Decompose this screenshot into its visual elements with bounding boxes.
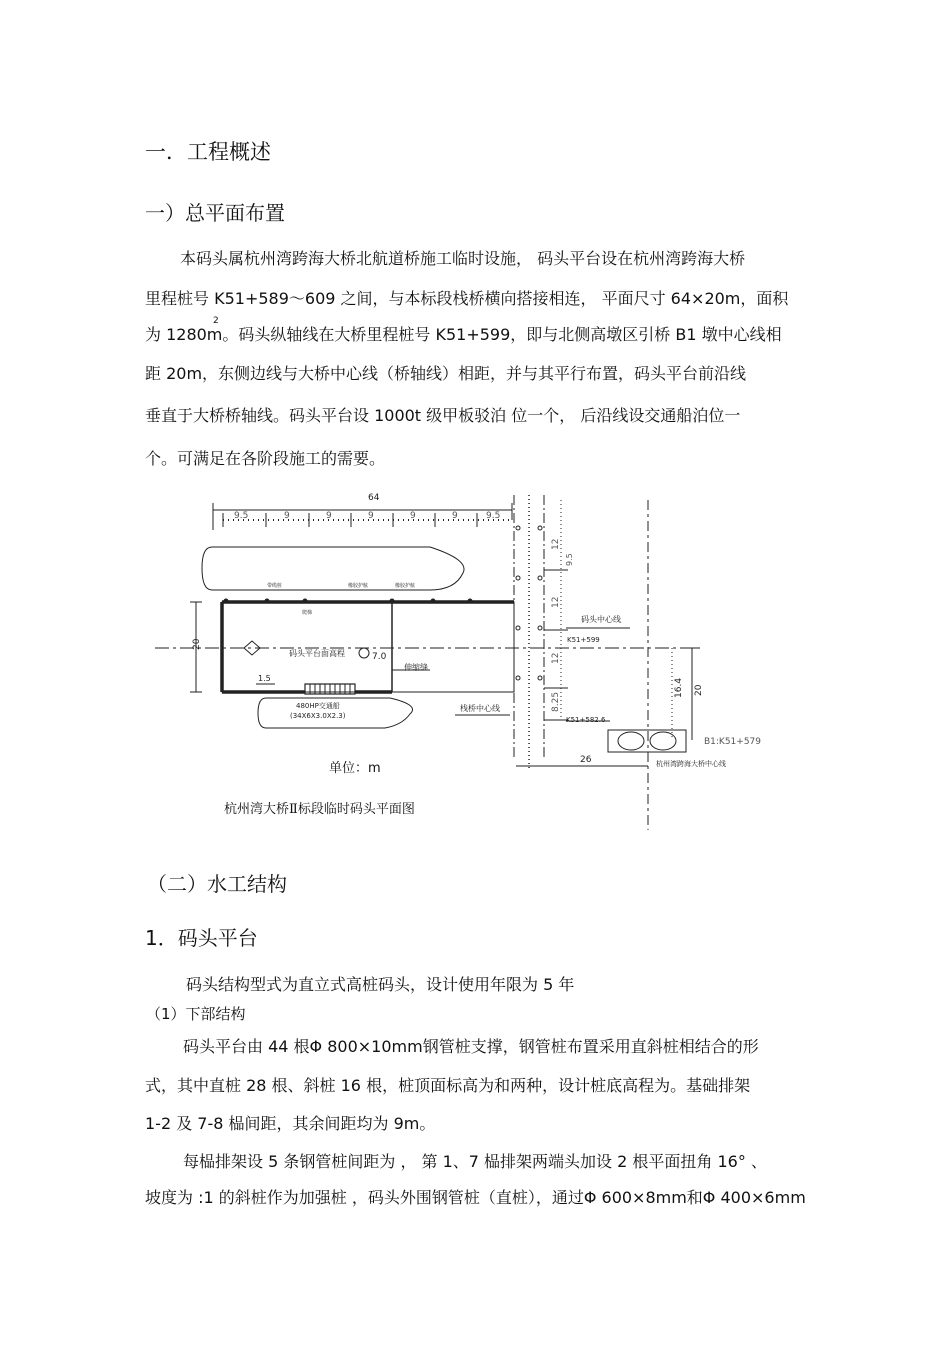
- subsection-heading: 1．码头平台: [145, 926, 258, 950]
- bridge-axis-label: 杭州湾跨海大桥中心线: [656, 760, 726, 768]
- dim-segment: 9: [368, 511, 374, 521]
- pier-b1-label: B1:K51+579: [704, 737, 762, 747]
- paragraph-line: 坡度为 :1 的斜桩作为加强桩 ，码头外围钢管桩（直桩），通过Φ 600×8mm和Φ 400×6mm: [145, 1188, 806, 1207]
- platform-elevation-label: 码头平台面高程: [289, 649, 345, 658]
- dim-20: 20: [694, 684, 704, 696]
- dim-26: 26: [580, 755, 592, 765]
- figure-caption: 杭州湾大桥Ⅱ标段临时码头平面图: [224, 802, 415, 817]
- paragraph-line: 码头平台由 44 根Φ 800×10mm钢管桩支撑，钢管桩布置采用直斜桩相结合的形: [183, 1037, 759, 1056]
- paragraph-line: 码头结构型式为直立式高桩码头，设计使用年限为 5 年: [186, 975, 575, 994]
- figure-unit: 单位：m: [329, 761, 381, 776]
- dim-segment: 9: [284, 511, 290, 521]
- dim-right: 12: [551, 538, 561, 550]
- fender-label: 橡胶护舷: [348, 583, 369, 589]
- dim-segment: 9.5: [486, 511, 501, 521]
- elevation-value: 7.0: [372, 652, 387, 662]
- station-k599: K51+599: [567, 636, 600, 644]
- ladder-label: 爬梯: [302, 610, 313, 616]
- paragraph-line: 距 20m，东侧边线与大桥中心线（桥轴线）相距，并与其平行布置，码头平台前沿线: [145, 364, 747, 383]
- paragraph-line: 每榀排架设 5 条钢管桩间距为 ， 第 1、7 榀排架两端头加设 2 根平面扭角 16° 、: [183, 1152, 767, 1171]
- paragraph-line: 1-2 及 7-8 榀间距，其余间距均为 9m。: [145, 1114, 436, 1133]
- dim-segment: 9: [326, 511, 332, 521]
- subsection-heading: 一）总平面布置: [145, 201, 285, 225]
- paragraph-line: 里程桩号 K51+589～609 之间，与本标段栈桥横向搭接相连， 平面尺寸 64×20m，面积: [145, 289, 789, 308]
- dim-right: 8.25: [551, 691, 561, 712]
- station-k5826: K51+582.6: [566, 716, 606, 724]
- dim-segment: 9.5: [234, 511, 249, 521]
- dim-segment: 9: [452, 511, 458, 521]
- boat-label: 480HP交通船: [296, 702, 340, 710]
- dim-right-small: 9.5: [565, 553, 574, 566]
- dim-segment: 9: [410, 511, 416, 521]
- bollard-label: 带缆桩: [267, 583, 283, 589]
- expansion-joint-label: 伸缩缝: [404, 663, 428, 672]
- list-heading: （1）下部结构: [146, 1005, 246, 1023]
- trestle-axis-label: 栈桥中心线: [460, 704, 500, 713]
- paragraph-line: 式，其中直桩 28 根、斜桩 16 根，桩顶面标高为和两种，设计桩底高程为。基础排架: [145, 1076, 751, 1095]
- section-heading: 一．工程概述: [145, 140, 271, 164]
- dim-1-5: 1.5: [258, 674, 271, 683]
- dim-right: 12: [551, 596, 561, 608]
- dim-right: 12: [551, 652, 561, 664]
- subsection-heading: （二）水工结构: [147, 872, 287, 896]
- boat-size-label: (34X6X3.0X2.3): [290, 712, 346, 720]
- paragraph-line: 本码头属杭州湾跨海大桥北航道桥施工临时设施， 码头平台设在杭州湾跨海大桥: [180, 249, 746, 268]
- paragraph-line: 个。可满足在各阶段施工的需要。: [145, 449, 386, 468]
- dim-total: 64: [368, 493, 380, 503]
- superscript: 2: [213, 316, 219, 326]
- paragraph-line: 垂直于大桥桥轴线。码头平台设 1000t 级甲板驳泊 位一个， 后沿线设交通船泊位一: [145, 406, 741, 425]
- dock-axis-label: 码头中心线: [581, 615, 621, 624]
- paragraph-line: 为 1280m。码头纵轴线在大桥里程桩号 K51+599，即与北侧高墩区引桥 B1 墩中心线相: [145, 325, 782, 344]
- fender-label: 橡胶护舷: [395, 583, 416, 589]
- dim-width: 20: [192, 638, 202, 650]
- dim-16-4: 16.4: [674, 677, 684, 698]
